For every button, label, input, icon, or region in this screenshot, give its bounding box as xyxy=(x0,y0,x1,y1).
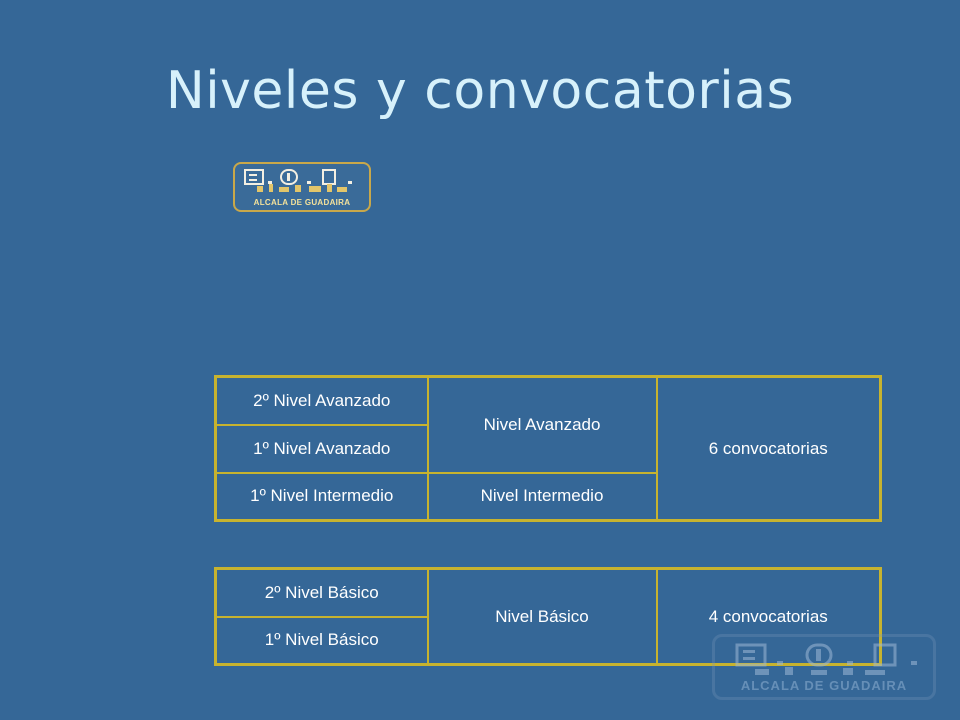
course-cell: 2º Nivel Básico xyxy=(216,569,428,617)
course-cell: 2º Nivel Avanzado xyxy=(216,377,428,425)
watermark-caption: ALCALA DE GUADAIRA xyxy=(740,678,908,693)
eoi-logo xyxy=(233,162,371,212)
convocatorias-cell: 4 convocatorias xyxy=(657,569,881,665)
course-cell: 1º Nivel Avanzado xyxy=(216,425,428,473)
course-cell: 1º Nivel Intermedio xyxy=(216,473,428,521)
logo-caption: ALCALA DE GUADAIRA xyxy=(253,198,351,207)
levels-table-advanced xyxy=(214,375,882,522)
eoi-logo-watermark xyxy=(712,634,936,700)
table-row xyxy=(216,377,881,425)
level-cell-basic: Nivel Básico xyxy=(428,569,657,665)
level-cell-advanced: Nivel Avanzado xyxy=(428,377,657,473)
course-cell: 1º Nivel Básico xyxy=(216,617,428,665)
table-row xyxy=(216,569,881,617)
level-cell-intermediate: Nivel Intermedio xyxy=(428,473,657,521)
convocatorias-cell: 6 convocatorias xyxy=(657,377,881,521)
slide-title: Niveles y convocatorias xyxy=(165,61,795,121)
